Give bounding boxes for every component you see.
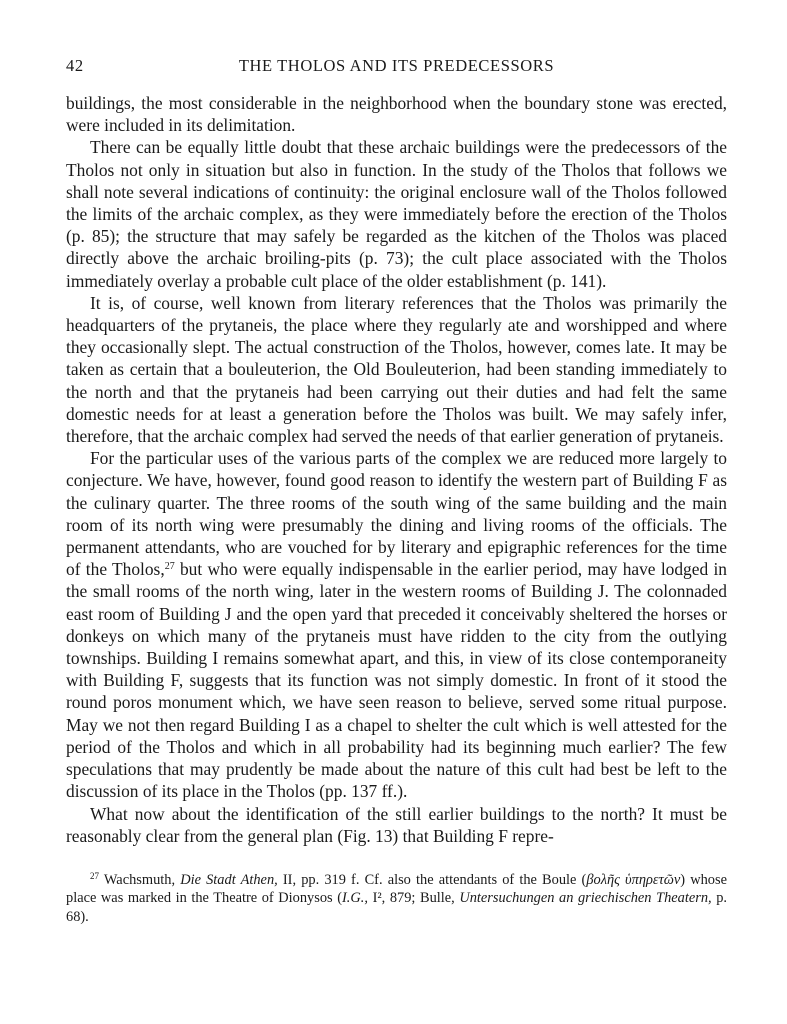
page-number: 42 bbox=[66, 56, 84, 75]
paragraph-1: buildings, the most considerable in the neighborhood when the boundary stone was erected, were included in its delimitation. bbox=[66, 93, 727, 136]
footnote-greek: βολῆς ὑπηρετῶν bbox=[586, 871, 681, 888]
paragraph-3: It is, of course, well known from literary references that the Tholos was primarily the headquarters of the prytaneis, the place where they regularly ate and worshipped and where they occasionally slept. The actual construction of the Tholos, however, comes late. It may be taken as certain that a bouleuterion, the Old Bouleuterion, had been standing immediately to the north and that the prytaneis had been carrying out their duties and had felt the same domestic needs for at least a generation before the Tholos was built. We may safely infer, therefore, that the archaic complex had served the needs of that earlier generation of prytaneis. bbox=[66, 292, 727, 447]
footnote-title-2: I.G., bbox=[342, 890, 368, 907]
page bbox=[66, 56, 727, 926]
paragraph-4-text-a: For the particular uses of the various parts of the complex we are reduced more largely to conjecture. We have, however, found good reason to identify the western part of Building F as the culinary quarter. The three rooms of the south wing of the same building and the main room of its north wing were presumably the dining and living rooms of the officials. The permanent attendants, who are vouched for by literary and epigraphic references for the time of the Tholos, bbox=[66, 448, 727, 580]
footnote bbox=[66, 871, 727, 927]
footnote-text-1: II, pp. 319 f. Cf. also the attendants of the Boule ( bbox=[277, 871, 587, 888]
footnote-text-2: ) whose place was marked in the Theatre of Dionysos ( bbox=[66, 871, 727, 907]
paragraph-2: There can be equally little doubt that these archaic buildings were the predecessors of the Tholos not only in situation but also in function. In the study of the Tholos that follows we shall note several indications of continuity: the original enclosure wall of the Tholos followed the limits of the archaic complex, as they were immediately before the erection of the Tholos (p. 85); the structure that may safely be regarded as the kitchen of the Tholos was placed directly above the archaic broiling-pits (p. 73); the cult place associated with the Tholos immediately overlay a probable cult place of the older establishment (p. 141). bbox=[66, 137, 727, 291]
footnote-title-1: Die Stadt Athen, bbox=[180, 871, 278, 888]
footnote-title-3: Untersuchungen an griechischen Theatern, bbox=[459, 890, 712, 907]
footnote-reference[interactable]: 27 bbox=[164, 561, 175, 573]
footnote-number: 27 bbox=[90, 870, 99, 881]
paragraph-4-text-b: but who were equally indispensable in the earlier period, may have lodged in the small rooms of the north wing, later in the western rooms of Building J. The colonnaded east room of Building J and the open yard that preceded it conceivably sheltered the horses or donkeys on which many of the prytaneis must have ridden to the city from the outlying townships. Building I remains somewhat apart, and this, in view of its close contemporaneity with Building F, suggests that its function was not simply domestic. In front of it stood the round poros monument which, we have seen reason to believe, served some ritual purpose. May we not then regard Building I as a chapel to shelter the cult which is well attested for the period of the Tholos and which in all probability had its beginning much earlier? The few speculations that may prudently be made about the nature of this cult had best be left to the discussion of its place in the Tholos (pp. 137 ff.). bbox=[66, 559, 727, 802]
paragraph-5: What now about the identification of the still earlier buildings to the north? It must be reasonably clear from the general plan (Fig. 13) that Building F repre- bbox=[66, 803, 727, 846]
page-header bbox=[66, 56, 727, 82]
footnote-text-4: p. 68). bbox=[66, 890, 727, 925]
footnote-text-3: I², 879; Bulle, bbox=[368, 890, 460, 907]
body-text bbox=[66, 92, 727, 847]
footnote-author: Wachsmuth, bbox=[99, 871, 181, 888]
paragraph-4 bbox=[66, 447, 727, 802]
running-title: THE THOLOS AND ITS PREDECESSORS bbox=[238, 56, 555, 75]
